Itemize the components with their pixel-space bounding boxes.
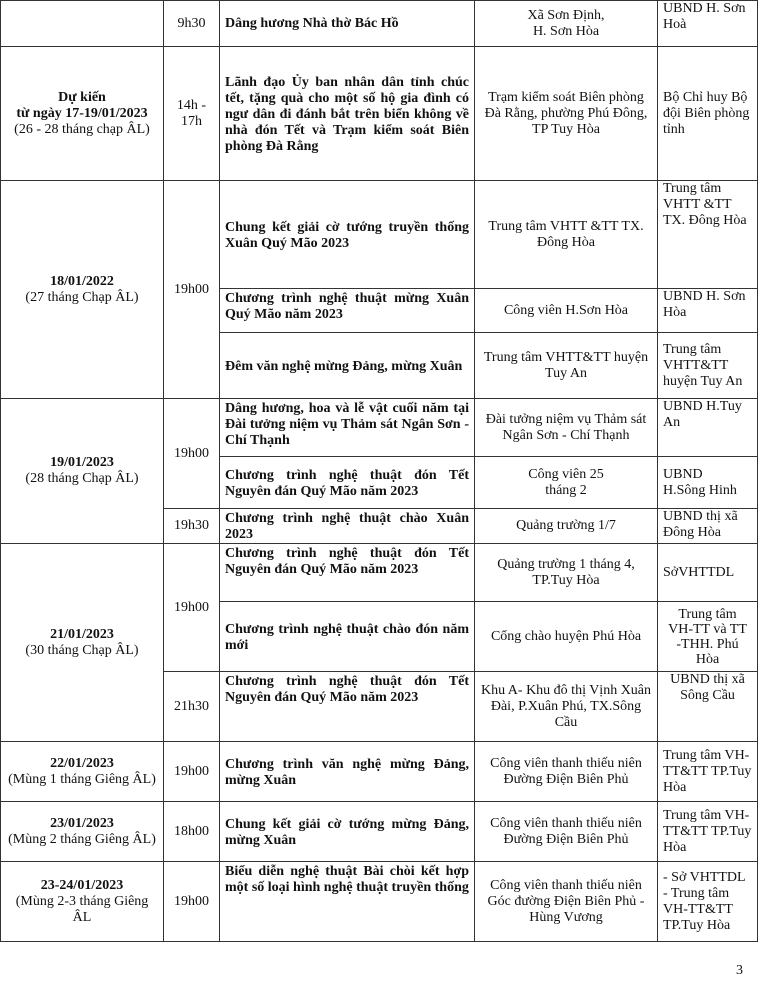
location-cell: Công viên H.Sơn Hòa xyxy=(475,289,658,333)
time-cell: 19h00 xyxy=(164,862,220,942)
location-cell: Trạm kiểm soát Biên phòng Đà Rằng, phường Phú Đông, TP Tuy Hòa xyxy=(475,47,658,181)
table-row xyxy=(1,544,758,602)
table-row xyxy=(1,181,758,289)
unit-cell: Bộ Chỉ huy Bộ đội Biên phòng tỉnh xyxy=(658,47,758,181)
unit-cell: Trung tâm VH-TT&TT TP.Tuy Hòa xyxy=(658,742,758,802)
date-text: 23-24/01/2023 xyxy=(40,877,124,893)
date-cell xyxy=(1,544,164,742)
table-row xyxy=(1,802,758,862)
location-cell: Đài tưởng niệm vụ Thảm sát Ngân Sơn - Chí Thạnh xyxy=(475,399,658,457)
location-cell: Công viên thanh thiếu niên Góc đường Điện Biên Phủ - Hùng Vương xyxy=(475,862,658,942)
table-row xyxy=(1,47,758,181)
date-text: 23/01/2023 xyxy=(50,815,114,831)
lunar-date-text: (Mùng 1 tháng Giêng ÂL) xyxy=(8,771,156,787)
page-number: 3 xyxy=(736,963,743,978)
date-text: Dự kiến từ ngày 17-19/01/2023 xyxy=(16,89,148,121)
unit-cell: Trung tâm VHTT &TT TX. Đông Hòa xyxy=(658,181,758,289)
time-cell: 19h30 xyxy=(164,509,220,544)
unit-cell: - Sở VHTTDL - Trung tâm VH-TT&TT TP.Tuy Hòa xyxy=(658,862,758,942)
activity-cell: Chương trình nghệ thuật mừng Xuân Quý Mão năm 2023 xyxy=(220,289,475,333)
lunar-date-text: (28 tháng Chạp ÂL) xyxy=(25,471,139,486)
unit-cell: UBND H. Sơn Hòa xyxy=(658,289,758,333)
time-cell: 18h00 xyxy=(164,802,220,862)
time-cell: 19h00 xyxy=(164,742,220,802)
time-cell: 14h - 17h xyxy=(164,47,220,181)
activity-cell: Biểu diễn nghệ thuật Bài chòi kết hợp một số loại hình nghệ thuật truyền thống xyxy=(220,862,475,942)
lunar-date-text: (27 tháng Chạp ÂL) xyxy=(25,289,139,305)
location-cell: Trung tâm VHTT&TT huyện Tuy An xyxy=(475,333,658,399)
time-cell: 19h00 xyxy=(164,181,220,399)
location-cell: Xã Sơn Định, H. Sơn Hòa xyxy=(475,1,658,47)
activity-cell: Chương trình văn nghệ mừng Đảng, mừng Xuân xyxy=(220,742,475,802)
unit-cell: Trung tâm VHTT&TT huyện Tuy An xyxy=(658,333,758,399)
unit-cell: SởVHTTDL xyxy=(658,544,758,602)
date-cell xyxy=(1,399,164,544)
time-cell: 19h00 xyxy=(164,544,220,672)
unit-cell: UBND thị xã Đông Hòa xyxy=(658,509,758,544)
activity-cell: Chương trình nghệ thuật chào Xuân 2023 xyxy=(220,509,475,544)
lunar-date-text: (Mùng 2-3 tháng Giêng ÂL xyxy=(15,893,149,925)
location-cell: Công viên 25 tháng 2 xyxy=(475,457,658,509)
time-cell: 21h30 xyxy=(164,672,220,742)
unit-cell: UBND H. Sơn Hoà xyxy=(658,1,758,47)
lunar-date-text: (Mùng 2 tháng Giêng ÂL) xyxy=(8,831,156,847)
activity-cell: Chương trình nghệ thuật đón Tết Nguyên đán Quý Mão năm 2023 xyxy=(220,544,475,602)
date-text: 19/01/2023 xyxy=(50,455,114,470)
unit-cell: Trung tâm VH-TT&TT TP.Tuy Hòa xyxy=(658,802,758,862)
unit-cell: UBND thị xã Sông Cầu xyxy=(658,672,758,742)
table-row xyxy=(1,399,758,457)
activity-cell: Chương trình nghệ thuật đón Tết Nguyên đán Quý Mão năm 2023 xyxy=(220,672,475,742)
unit-cell: UBND H.Tuy An xyxy=(658,399,758,457)
date-cell xyxy=(1,181,164,399)
unit-cell: Trung tâm VH-TT và TT -THH. Phú Hòa xyxy=(658,602,758,672)
date-cell xyxy=(1,47,164,181)
location-cell: Công viên thanh thiếu niên Đường Điện Biên Phủ xyxy=(475,742,658,802)
date-cell xyxy=(1,742,164,802)
date-cell xyxy=(1,1,164,47)
date-text: 21/01/2023 xyxy=(50,626,114,642)
location-cell: Quảng trường 1/7 xyxy=(475,509,658,544)
activity-cell: Đêm văn nghệ mừng Đảng, mừng Xuân xyxy=(220,333,475,399)
table-row xyxy=(1,862,758,942)
activity-cell: Chương trình nghệ thuật chào đón năm mới xyxy=(220,602,475,672)
time-cell: 19h00 xyxy=(164,399,220,509)
lunar-date-text: (30 tháng Chạp ÂL) xyxy=(25,642,139,658)
table-row xyxy=(1,1,758,47)
location-cell: Cổng chào huyện Phú Hòa xyxy=(475,602,658,672)
activity-cell: Lãnh đạo Ủy ban nhân dân tỉnh chúc tết, tặng quà cho một số hộ gia đình có ngư dân đi đánh bắt trên biển không về nhà đón Tết và Trạm kiểm soát Biên phòng Đà Rằng xyxy=(220,47,475,181)
unit-cell: UBND H.Sông Hinh xyxy=(658,457,758,509)
activity-cell: Chương trình nghệ thuật đón Tết Nguyên đán Quý Mão năm 2023 xyxy=(220,457,475,509)
activity-cell: Dâng hương, hoa và lễ vật cuối năm tại Đài tưởng niệm vụ Thảm sát Ngân Sơn - Chí Thạnh xyxy=(220,399,475,457)
activity-cell: Chung kết giải cờ tướng mừng Đảng, mừng Xuân xyxy=(220,802,475,862)
activity-cell: Dâng hương Nhà thờ Bác Hồ xyxy=(220,1,475,47)
date-text: 18/01/2022 xyxy=(50,273,114,289)
table-row xyxy=(1,742,758,802)
date-cell xyxy=(1,802,164,862)
activity-cell: Chung kết giải cờ tướng truyền thống Xuân Quý Mão 2023 xyxy=(220,181,475,289)
time-cell: 9h30 xyxy=(164,1,220,47)
location-cell: Công viên thanh thiếu niên Đường Điện Biên Phủ xyxy=(475,802,658,862)
lunar-date-text: (26 - 28 tháng chạp ÂL) xyxy=(14,121,150,137)
date-cell xyxy=(1,862,164,942)
date-text: 22/01/2023 xyxy=(50,755,114,771)
location-cell: Khu A- Khu đô thị Vịnh Xuân Đài, P.Xuân Phú, TX.Sông Cầu xyxy=(475,672,658,742)
location-cell: Quảng trường 1 tháng 4, TP.Tuy Hòa xyxy=(475,544,658,602)
location-cell: Trung tâm VHTT &TT TX. Đông Hòa xyxy=(475,181,658,289)
